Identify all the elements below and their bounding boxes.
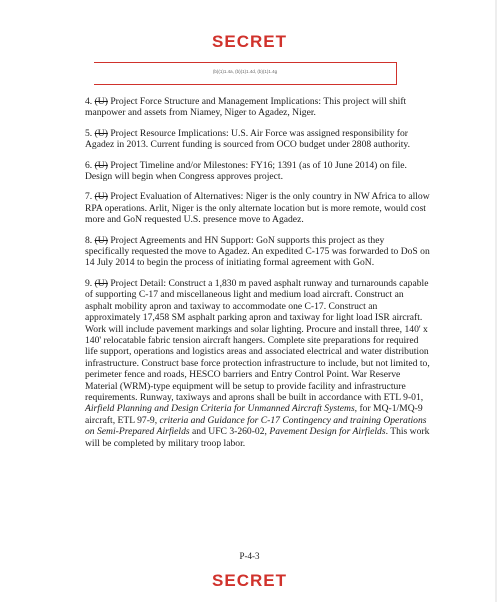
classification-portion-marking: (U): [94, 277, 108, 289]
paragraph-heading: Project Timeline and/or Milestones:: [110, 159, 249, 171]
paragraph-number: 7.: [85, 191, 93, 203]
page-number: P-4-3: [239, 551, 260, 561]
paragraph-text-italic: criteria and Guidance for C-17 Contingency and training Operations on Semi-Prepared Airfields: [85, 414, 427, 438]
paragraph-text-italic: Airfield Planning and Design Criteria for Unmanned Aircraft Systems,: [85, 403, 358, 415]
paragraph-number: 9.: [85, 277, 93, 289]
classification-marking-top: SECRET: [212, 32, 287, 51]
paragraph-text: FY16; 1391 (as of 10 June 2014) on file. Design will begin when Congress approves project.: [85, 159, 407, 183]
paragraph-4: [85, 96, 430, 119]
paragraph-text: . This work will be completed by military troop labor.: [85, 426, 430, 449]
page-edge-shadow: [495, 0, 497, 602]
paragraph-text: Construct a 1,830 m paved asphalt runway and turnarounds capable of supporting C-17 and miscellaneous light and medium load aircraft. Construct an asphalt mobility apron and taxiway to accommodate one C-17. Construct an approximately 17,458 SM asphalt parking apron and taxiway for light load ISR aircraft. Work will include pavement markings and solar lighting. Procure and install three, 140' x 140' relocatable fabric tension aircraft hangers. Complete site preparations for required life support, operations and logistics areas and associated electrical and water distribution infrastructure. Construct base force protection infrastructure to include, but not limited to, perimeter fence and roads, HESCO barriers and Entry Control Point. War Reserve Material (WRM)-type equipment will be setup to provide facility and infrastructure requirements. Runway, taxiways and aprons shall be built in accordance with ETL 9-01,: [85, 277, 430, 403]
paragraph-9: [85, 278, 430, 449]
paragraph-number: 4.: [85, 96, 93, 107]
paragraph-text: Niger is the only country in NW Africa to allow RPA operations. Arlit, Niger is the only alternate location but is more remote, would cost more and GoN requested U.S. presence move to Agadez.: [85, 191, 430, 226]
paragraph-heading: Project Evaluation of Alternatives:: [110, 191, 244, 203]
redaction-codes: (b)(1)1.4a, (b)(1)1.4d, (b)(1)1.4g: [212, 69, 278, 74]
paragraph-text: GoN supports this project as they specifically requested the move to Agadez. An expedited C-175 was forwarded to DoS on 14 July 2014 to begin the process of initiating formal agreement with GoN.: [85, 234, 430, 269]
paragraph-text: for MQ-1/MQ-9 aircraft, ETL 97-9,: [85, 403, 423, 426]
classification-marking-bottom: SECRET: [212, 571, 287, 590]
paragraph-text: This project will shift manpower and assets from Niamey, Niger to Agadez, Niger.: [85, 96, 407, 119]
classification-portion-marking: (U): [94, 159, 108, 171]
paragraph-heading: Project Force Structure and Management Implications:: [110, 96, 322, 107]
document-body: [85, 96, 430, 458]
classification-portion-marking: (U): [94, 234, 108, 246]
redaction-header-box: [94, 62, 397, 85]
paragraph-heading: Project Agreements and HN Support:: [110, 234, 254, 246]
paragraph-8: [85, 235, 430, 269]
classification-portion-marking: (U): [94, 191, 108, 203]
paragraph-7: [85, 191, 430, 225]
paragraph-text: U.S. Air Force was assigned responsibility for Agadez in 2013. Current funding is sourced from OCO budget under 2808 authority.: [85, 127, 410, 151]
paragraph-text-italic: Pavement Design for Airfields: [269, 426, 386, 438]
paragraph-heading: Project Detail:: [110, 277, 167, 289]
paragraph-number: 5.: [85, 127, 93, 139]
paragraph-5: [85, 128, 430, 151]
paragraph-number: 8.: [85, 234, 93, 246]
paragraph-6: [85, 160, 430, 183]
classification-portion-marking: (U): [94, 96, 108, 107]
classification-portion-marking: (U): [94, 127, 108, 139]
paragraph-text: and UFC 3-260-02,: [189, 426, 270, 438]
paragraph-number: 6.: [85, 159, 93, 171]
paragraph-heading: Project Resource Implications:: [110, 127, 229, 139]
